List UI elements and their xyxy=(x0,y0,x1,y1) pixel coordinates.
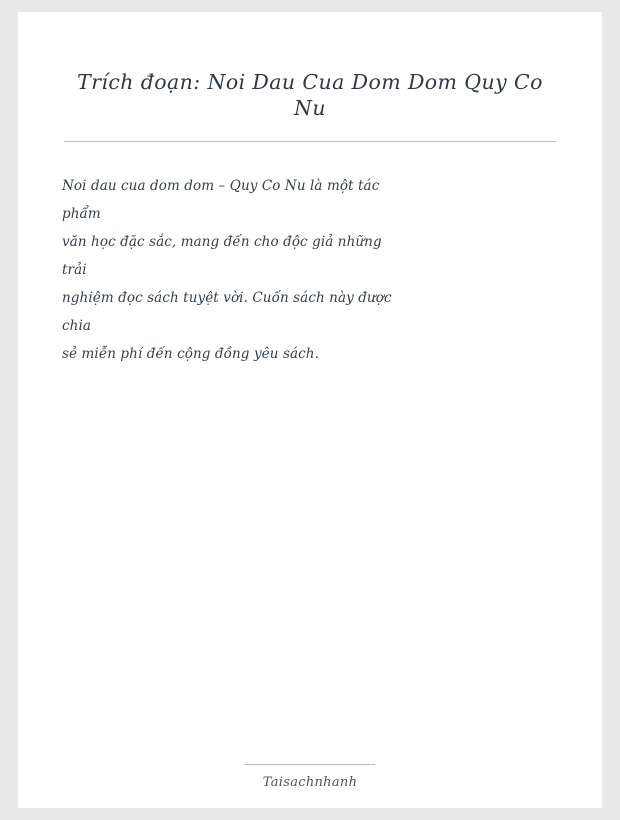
page-footer xyxy=(18,764,602,790)
body-line: nghiệm đọc sách tuyệt vời. Cuốn sách này được xyxy=(62,290,392,307)
footer-label: Taisachnhanh xyxy=(262,775,358,790)
body-line: trải xyxy=(62,262,87,279)
document-body xyxy=(18,142,602,368)
body-line: phẩm xyxy=(62,206,101,223)
body-line: sẻ miễn phí đến cộng đồng yêu sách. xyxy=(62,346,319,363)
document-page xyxy=(18,12,602,808)
body-line: văn học đặc sắc, mang đến cho độc giả những xyxy=(62,234,382,251)
page-title: Trích đoạn: Noi Dau Cua Dom Dom Quy Co Nu xyxy=(77,70,543,120)
footer-divider xyxy=(245,764,375,765)
body-line: chia xyxy=(62,318,92,335)
body-line: Noi dau cua dom dom – Quy Co Nu là một tác xyxy=(62,178,380,195)
